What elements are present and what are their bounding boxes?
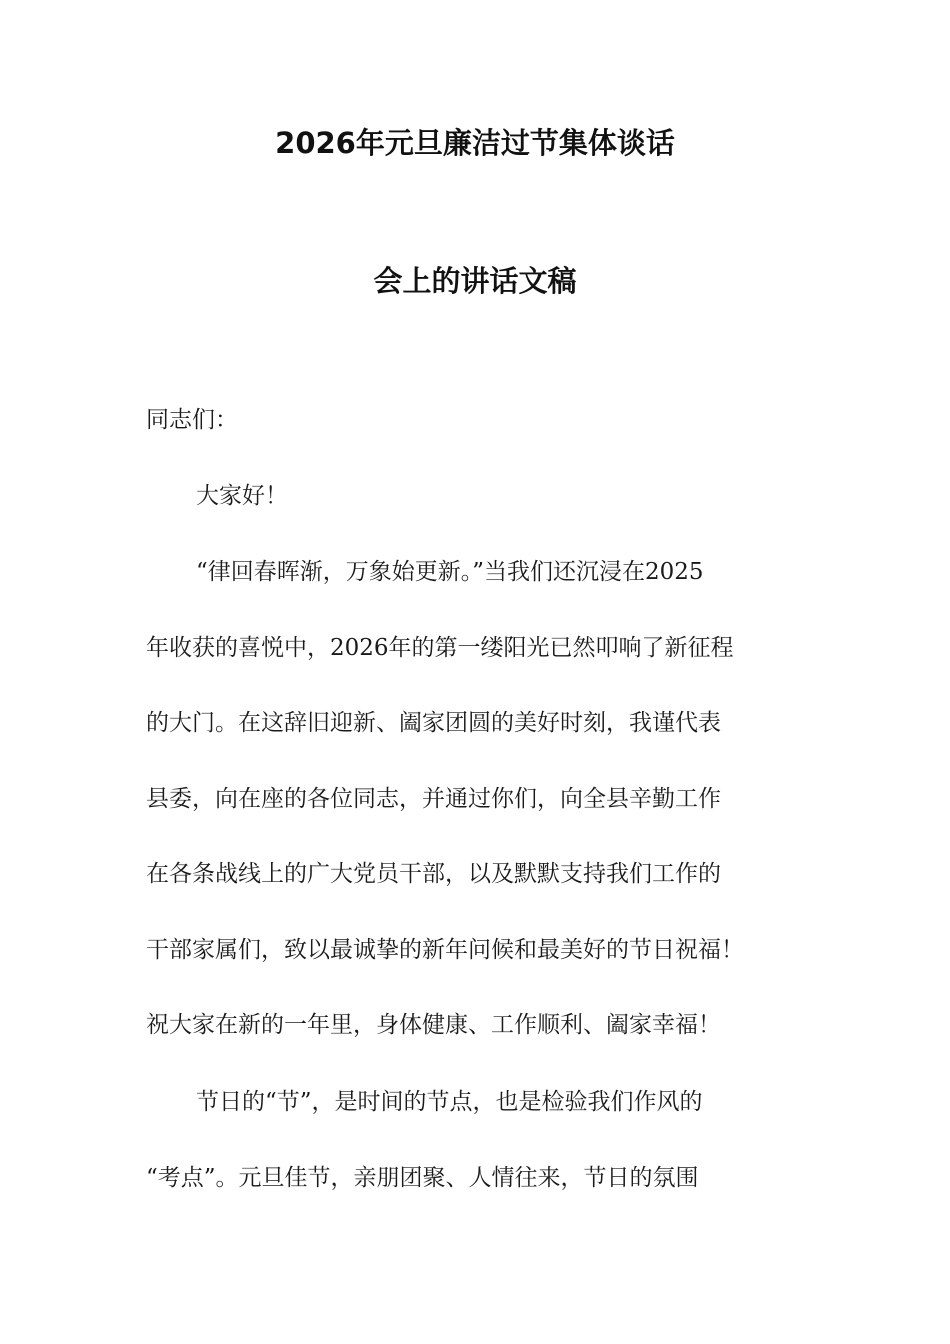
paragraph-1-line: 在各条战线上的广大党员干部，以及默默支持我们工作的 [146, 861, 721, 887]
paragraph-2 [146, 1065, 806, 1216]
document-title-line-1: 2026年元旦廉洁过节集体谈话 [275, 126, 675, 160]
document-title-line-2: 会上的讲话文稿 [373, 264, 577, 298]
greeting [146, 459, 806, 535]
greeting-text: 大家好！ [196, 483, 288, 509]
paragraph-1 [146, 535, 806, 1064]
salutation: 同志们： [146, 407, 238, 433]
paragraph-2-line: “考点”。元旦佳节，亲朋团聚、人情往来，节日的氛围 [146, 1164, 699, 1191]
paragraph-1-line: 县委，向在座的各位同志，并通过你们，向全县辛勤工作 [146, 785, 721, 812]
paragraph-1-line: 干部家属们，致以最诚挚的新年问候和最美好的节日祝福！ [146, 936, 744, 963]
paragraph-1-line: 祝大家在新的一年里，身体健康、工作顺利、阖家幸福！ [146, 1012, 721, 1038]
paragraph-2-line: 节日的“节”，是时间的节点，也是检验我们作风的 [196, 1089, 703, 1115]
paragraph-1-line: 的大门。在这辞旧迎新、阖家团圆的美好时刻，我谨代表 [146, 710, 721, 736]
paragraph-1-line: “律回春晖渐，万象始更新。”当我们还沉浸在2025 [196, 559, 704, 585]
paragraph-1-line: 年收获的喜悦中，2026年的第一缕阳光已然叩响了新征程 [146, 634, 734, 661]
